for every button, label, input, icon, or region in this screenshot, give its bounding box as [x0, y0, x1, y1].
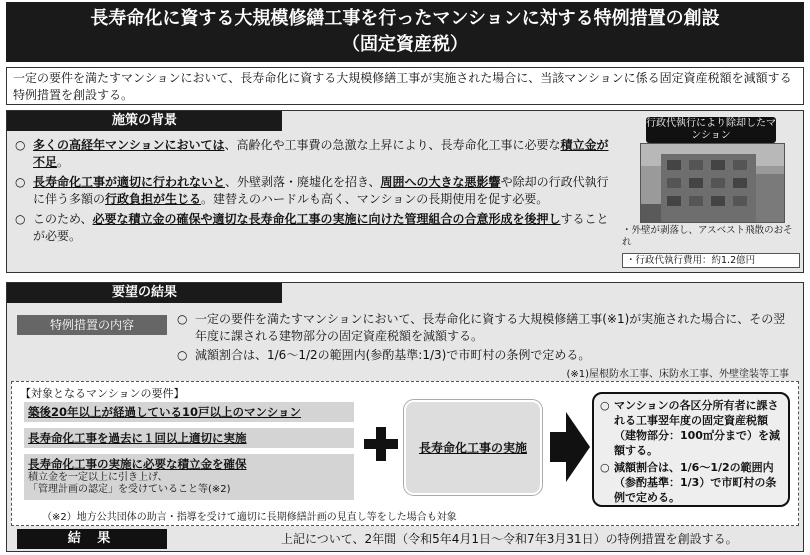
result-row — [11, 529, 799, 549]
measure-result-box — [592, 392, 790, 507]
request-heading: 要望の結果 — [7, 283, 282, 303]
background-item — [15, 211, 615, 245]
footnote-2: （※2）地方公共団体の助言・指導を受けて適切に長期修繕計画の見直し等をした場合も対象 — [42, 512, 457, 523]
title-line1: 長寿命化に資する大規模修繕工事を行ったマンションに対する特例措置の創設 — [90, 8, 720, 29]
measure-item — [177, 311, 787, 345]
measure-content-tag: 特例措置の内容 — [17, 315, 167, 335]
bullet-icon: ○ — [15, 212, 26, 226]
body-text: 、高齢化や工事費の急激な上昇により、長寿命化工事に必要な — [224, 138, 561, 152]
longevity-work-box: 長寿命化工事の実施 — [404, 400, 542, 495]
result-text: 上記について、2年間（令和5年4月1日～令和7年3月31日）の特例措置を創設する。 — [281, 532, 738, 546]
requirement-age-units: 築後20年以上が経過している10戸以上のマンション — [24, 402, 354, 422]
body-text: 。建替えのハードルも高く、マンションの長期使用を促す必要。 — [201, 192, 549, 206]
target-requirements-box — [11, 381, 799, 526]
background-item — [15, 174, 615, 208]
requirement-reserve-fund: 長寿命化工事の実施に必要な積立金を確保 積立金を一定以上に引き上げ、 「管理計画の認定」を受けていること等(※2) — [24, 454, 354, 500]
bullet-icon: ○ — [177, 312, 188, 326]
background-list — [15, 137, 615, 248]
result-tag: 結 果 — [17, 529, 167, 549]
result-item: ○ 減額割合は、1/6～1/2の範囲内（参酌基準：1/3）で市町村の条例で定める。 — [600, 461, 777, 504]
background-section — [6, 110, 804, 273]
photo-label: 行政代執行により除却したマンション — [646, 118, 776, 141]
photo-caption-peeling: ・外壁が剥落し、アスベスト飛散のおそれ — [622, 225, 793, 248]
page-title — [6, 2, 804, 62]
plus-icon — [364, 427, 398, 461]
photo-caption-cost: ・行政代執行費用：約1.2億円 — [622, 253, 800, 268]
requirements-heading: 【対象となるマンションの要件】 — [20, 387, 185, 400]
building-photo — [640, 143, 785, 223]
background-heading: 施策の背景 — [7, 111, 282, 131]
measure-text: 一定の要件を満たすマンションにおいて、長寿命化に資する大規模修繕工事(※1)が実施された場合に、その翌年度に課される建物部分の固定資産税額を減額する。 — [195, 312, 786, 343]
body-text: や除却の行政代執行に伴う多額の — [33, 175, 609, 206]
emphasis-text: 長寿命化工事が適切に行われないと — [33, 175, 226, 189]
body-text: このため、 — [33, 212, 93, 226]
body-text: 。 — [57, 155, 70, 169]
body-text: 、外壁剥落・廃墟化を招き、 — [225, 175, 381, 189]
emphasis-text: 必要な積立金の確保や適切な長寿命化工事の実施に向けた管理組合の合意形成を後押し — [92, 212, 561, 226]
emphasis-text: 多くの高経年マンションにおいては — [33, 138, 225, 152]
body-text: することが必要。 — [33, 212, 609, 243]
requirement-past-work: 長寿命化工事を過去に１回以上適切に実施 — [24, 428, 354, 448]
summary-text: 一定の要件を満たすマンションにおいて、長寿命化に資する大規模修繕工事が実施された場合に、当該マンションに係る固定資産税額を減額する特例措置を創設する。 — [6, 67, 804, 105]
bullet-icon: ○ — [177, 348, 188, 362]
measure-item — [177, 347, 787, 364]
footnote-1: (※1)屋根防水工事、床防水工事、外壁塗装等工事 — [566, 369, 789, 380]
building-image-icon — [641, 144, 785, 223]
title-line2: （固定資産税） — [342, 34, 468, 55]
request-section — [6, 282, 804, 552]
measure-text: 減額割合は、1/6～1/2の範囲内(参酌基準:1/3)で市町村の条例で定める。 — [195, 348, 591, 362]
emphasis-text: 行政負担が生じる — [105, 192, 202, 206]
result-item: ○ マンションの各区分所有者に課される工事翌年度の固定資産税額（建物部分：100㎡分まで）を減額する。 — [600, 399, 780, 457]
bullet-icon: ○ — [15, 138, 26, 152]
bullet-icon: ○ — [15, 175, 26, 189]
emphasis-text: 積立金が不足 — [33, 138, 609, 169]
arrow-right-icon — [550, 404, 590, 490]
emphasis-text: 周囲への大きな悪影響 — [380, 175, 501, 189]
measure-list — [177, 311, 787, 366]
demolished-building-figure — [622, 117, 800, 269]
background-item — [15, 137, 615, 171]
